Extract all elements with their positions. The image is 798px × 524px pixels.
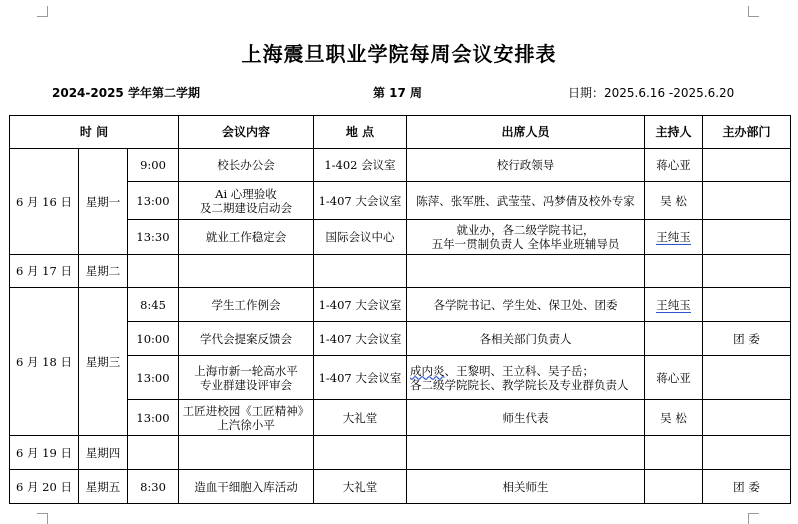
table-row [10,182,791,220]
time-cell: 8:30 [128,470,179,504]
time-cell: 9:00 [128,149,179,182]
attendees-cell [407,436,645,470]
table-row [10,470,791,504]
header-time: 时 间 [10,116,179,149]
organizer-cell: 团 委 [703,470,791,504]
content-cell: 造血干细胞入库活动 [179,470,314,504]
time-cell: 10:00 [128,322,179,356]
time-cell [128,255,179,288]
host-cell [645,436,703,470]
content-cell: 上海市新一轮高水平 专业群建设评审会 [179,356,314,400]
table-row [10,322,791,356]
header-organizer: 主办部门 [703,116,791,149]
organizer-cell: 团 委 [703,322,791,356]
weekday-cell: 星期三 [79,288,128,436]
header-location: 地 点 [314,116,407,149]
content-cell: 学代会提案反馈会 [179,322,314,356]
attendees-cell [407,356,645,400]
table-row [10,220,791,255]
attendees-cell: 各相关部门负责人 [407,322,645,356]
table-row [10,436,791,470]
time-cell: 13:00 [128,400,179,436]
host-cell: 蒋心亚 [645,356,703,400]
weekday-cell: 星期一 [79,149,128,255]
date-range: 日期：2025.6.16 -2025.6.20 [568,86,735,100]
organizer-cell [703,400,791,436]
semester-label: 2024-2025 学年第二学期 [52,86,200,100]
host-cell [645,220,703,255]
attendees-line-1 [410,364,642,378]
crop-mark-top-right [748,6,759,17]
weekday-cell: 星期五 [79,470,128,504]
host-name: 王纯玉 [656,297,691,312]
header-content: 会议内容 [179,116,314,149]
attendees-cell [407,255,645,288]
time-cell: 13:30 [128,220,179,255]
date-cell: 6 月 18 日 [10,288,79,436]
organizer-cell [703,288,791,322]
attendees-cell: 相关师生 [407,470,645,504]
crop-mark-bottom-right [748,513,759,524]
host-cell: 吴 松 [645,400,703,436]
crop-mark-top-left [37,6,48,17]
organizer-cell [703,220,791,255]
location-cell: 国际会议中心 [314,220,407,255]
table-row [10,356,791,400]
date-cell: 6 月 20 日 [10,470,79,504]
content-cell [179,255,314,288]
organizer-cell [703,182,791,220]
location-cell [314,255,407,288]
table-row [10,149,791,182]
host-cell [645,255,703,288]
attendees-line-2: 各二级学院院长、教学院长及专业群负责人 [410,377,629,392]
table-row [10,255,791,288]
location-cell: 1-407 大会议室 [314,288,407,322]
host-cell: 吴 松 [645,182,703,220]
date-cell: 6 月 19 日 [10,436,79,470]
location-cell: 大礼堂 [314,470,407,504]
content-cell: Ai 心理验收 及二期建设启动会 [179,182,314,220]
time-cell: 8:45 [128,288,179,322]
weekday-cell: 星期二 [79,255,128,288]
time-cell: 13:00 [128,182,179,220]
location-cell [314,436,407,470]
attendees-cell: 各学院书记、学生处、保卫处、团委 [407,288,645,322]
location-cell: 1-402 会议室 [314,149,407,182]
header-row [10,116,791,149]
host-cell [645,322,703,356]
time-cell [128,436,179,470]
weekday-cell: 星期四 [79,436,128,470]
content-cell: 工匠进校园《工匠精神》 上汽徐小平 [179,400,314,436]
organizer-cell [703,356,791,400]
location-cell: 大礼堂 [314,400,407,436]
location-cell: 1-407 大会议室 [314,322,407,356]
attendees-cell: 就业办，各二级学院书记， 五年一贯制负责人 全体毕业班辅导员 [407,220,645,255]
time-cell: 13:00 [128,356,179,400]
content-cell [179,436,314,470]
host-cell [645,470,703,504]
table-row [10,400,791,436]
attendee-names: 、王黎明、王立科、吴子岳； [444,363,594,378]
attendees-cell: 校行政领导 [407,149,645,182]
meeting-schedule-table [9,115,791,504]
content-cell: 学生工作例会 [179,288,314,322]
host-name: 王纯玉 [656,230,691,244]
organizer-cell [703,436,791,470]
date-cell: 6 月 17 日 [10,255,79,288]
header-host: 主持人 [645,116,703,149]
crop-mark-bottom-left [37,513,48,524]
location-cell: 1-407 大会议室 [314,182,407,220]
content-cell: 就业工作稳定会 [179,220,314,255]
table-row [10,288,791,322]
organizer-cell [703,149,791,182]
organizer-cell [703,255,791,288]
host-cell [645,288,703,322]
attendees-cell: 师生代表 [407,400,645,436]
content-cell: 校长办公会 [179,149,314,182]
page-title: 上海震旦职业学院每周会议安排表 [241,42,557,66]
attendees-cell: 陈萍、张军胜、武莹莹、冯梦倩及校外专家 [407,182,645,220]
date-cell: 6 月 16 日 [10,149,79,255]
week-label: 第 17 周 [373,86,423,100]
header-attendees: 出席人员 [407,116,645,149]
attendee-name-flagged: 成内炎 [410,363,445,378]
location-cell: 1-407 大会议室 [314,356,407,400]
host-cell: 蒋心亚 [645,149,703,182]
